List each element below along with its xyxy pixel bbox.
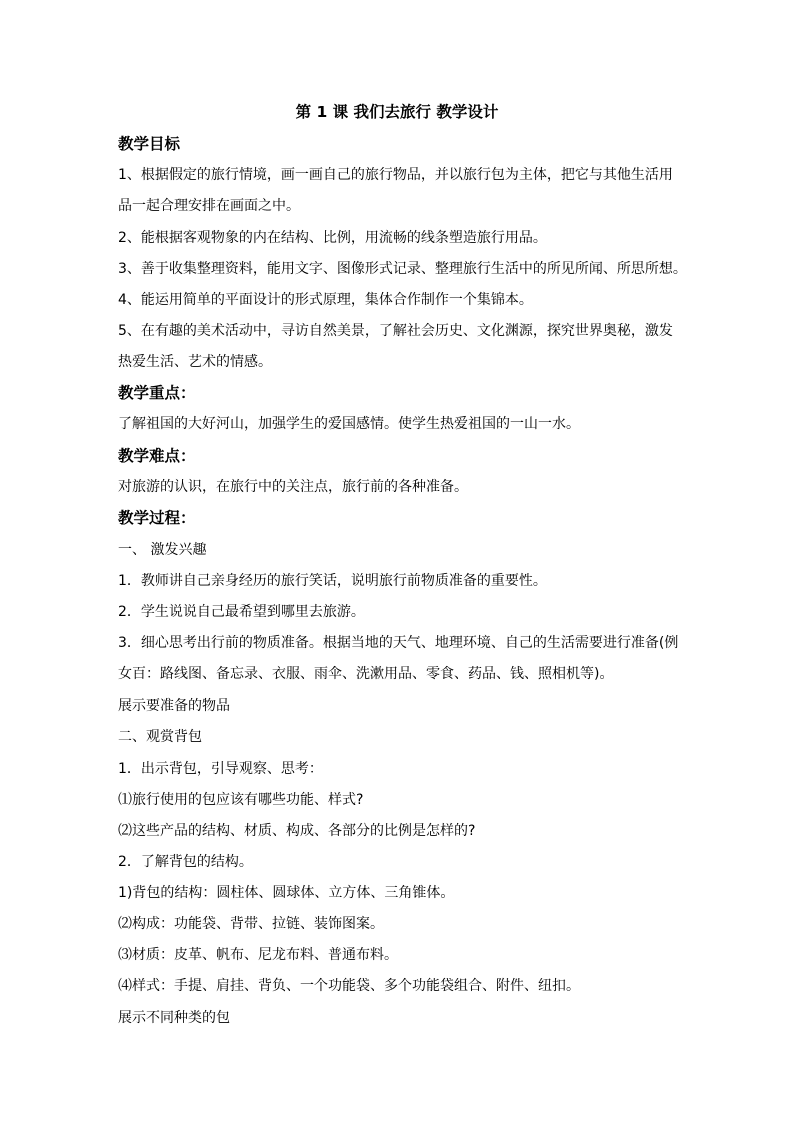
process-line: 1．教师讲自己亲身经历的旅行笑话，说明旅行前物质准备的重要性。 (118, 573, 547, 589)
process-line: 3．细心思考出行前的物质准备。根据当地的天气、地理环境、自己的生活需要进行准备(例 (118, 635, 679, 651)
process-line: 一、 激发兴趣 (118, 542, 207, 558)
process-line: ⑶材质：皮革、帆布、尼龙布料、普通布料。 (118, 947, 398, 963)
process-line: 女百：路线图、备忘录、衣服、雨伞、洗漱用品、零食、药品、钱、照相机等)。 (118, 666, 614, 682)
process-line: 展示不同种类的包 (118, 1010, 230, 1026)
process-line: ⑵构成：功能袋、背带、拉链、装饰图案。 (118, 916, 384, 932)
key-points-text: 了解祖国的大好河山，加强学生的爱国感情。使学生热爱祖国的一山一水。 (118, 416, 580, 432)
process-line: ⑵这些产品的结构、材质、构成、各部分的比例是怎样的? (118, 823, 476, 839)
process-line: ⑴旅行使用的包应该有哪些功能、样式? (118, 792, 364, 808)
process-line: ⑷样式：手提、肩挂、背负、一个功能袋、多个功能袋组合、附件、纽扣。 (118, 978, 580, 994)
goal-line: 品一起合理安排在画面之中。 (118, 198, 300, 214)
difficulties-heading: 教学难点： (118, 447, 196, 465)
difficulties-text: 对旅游的认识，在旅行中的关注点，旅行前的各种准备。 (118, 479, 468, 495)
goal-line: 5、在有趣的美术活动中，寻访自然美景，了解社会历史、文化渊源，探究世界奥秘，激发 (118, 323, 673, 339)
process-line: 1．出示背包，引导观察、思考： (118, 761, 323, 777)
goal-line: 1、根据假定的旅行情境，画一画自己的旅行物品，并以旅行包为主体，把它与其他生活用 (118, 167, 673, 183)
goal-line: 热爱生活、艺术的情感。 (118, 354, 272, 370)
process-line: 2．学生说说自己最希望到哪里去旅游。 (118, 604, 365, 620)
key-points-heading: 教学重点： (118, 384, 196, 402)
process-heading: 教学过程： (118, 509, 196, 527)
process-line: 二、观赏背包 (118, 729, 202, 745)
process-line: 展示要准备的物品 (118, 698, 230, 714)
process-line: 1)背包的结构：圆柱体、圆球体、立方体、三角锥体。 (118, 885, 455, 901)
document-title: 第 1 课 我们去旅行 教学设计 (295, 103, 499, 121)
goal-line: 4、能运用简单的平面设计的形式原理，集体合作制作一个集锦本。 (118, 292, 533, 308)
process-line: 2．了解背包的结构。 (118, 854, 253, 870)
goal-line: 3、善于收集整理资料，能用文字、图像形式记录、整理旅行生活中的所见所闻、所思所想。 (118, 261, 687, 277)
goal-line: 2、能根据客观物象的内在结构、比例，用流畅的线条塑造旅行用品。 (118, 230, 547, 246)
goals-heading: 教学目标 (118, 135, 181, 153)
